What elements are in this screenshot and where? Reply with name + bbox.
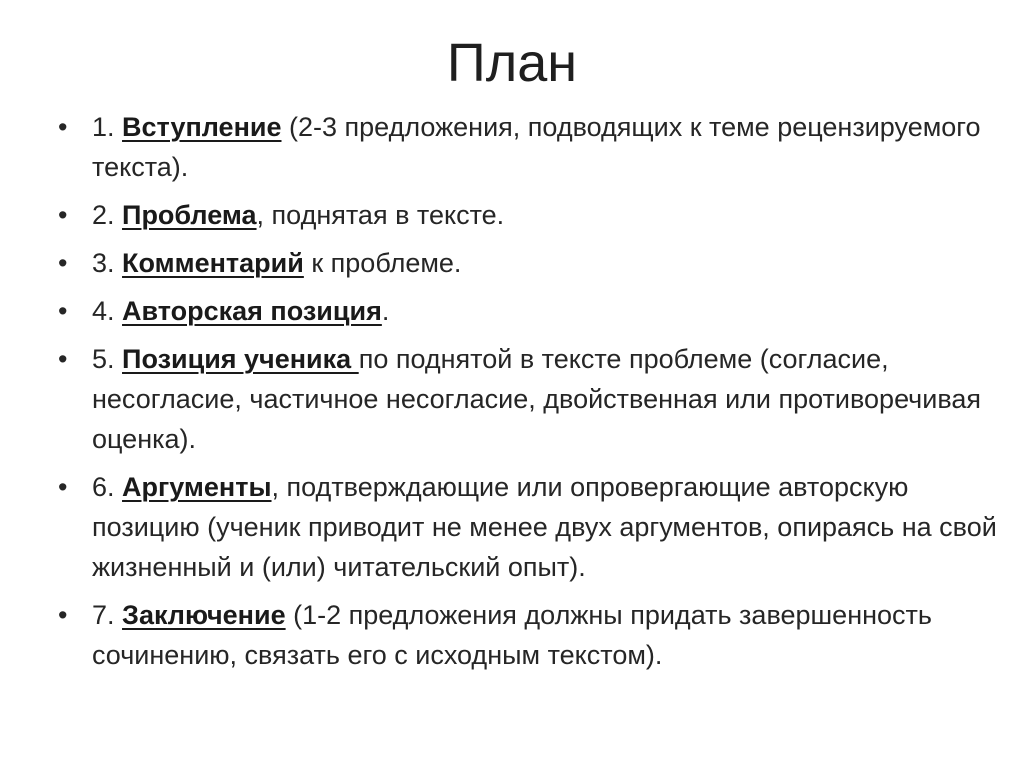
bullet-icon: •	[58, 344, 68, 374]
item-text: (2-3 предложения, подводящих к теме рецензируемого текста).	[92, 112, 981, 182]
list-item	[58, 467, 998, 587]
item-number: 6.	[92, 472, 123, 502]
item-text: , подтверждающие или опровергающие авторскую позицию (ученик приводит не менее двух аргументов, опираясь на свой жизненный и (или) читательский опыт).	[92, 472, 997, 582]
bullet-icon: •	[58, 200, 68, 230]
item-number: 4.	[92, 296, 123, 326]
plan-list	[58, 107, 998, 683]
item-term: Проблема	[122, 200, 257, 230]
bullet-icon: •	[58, 600, 68, 630]
item-number: 5.	[92, 344, 123, 374]
bullet-icon: •	[58, 112, 68, 142]
item-text: к проблеме.	[303, 248, 462, 278]
list-item	[58, 107, 998, 187]
list-item	[58, 243, 998, 283]
bullet-icon: •	[58, 248, 68, 278]
item-text: (1-2 предложения должны придать завершенность сочинению, связать его с исходным текстом).	[92, 600, 932, 670]
item-number: 1.	[92, 112, 123, 142]
slide-title: План	[446, 33, 578, 93]
item-number: 3.	[92, 248, 123, 278]
item-term: Комментарий	[122, 248, 304, 278]
item-term: Вступление	[122, 112, 282, 142]
list-item	[58, 339, 998, 459]
list-item	[58, 291, 998, 331]
item-text: , поднятая в тексте.	[256, 200, 505, 230]
item-text: по поднятой в тексте проблеме (согласие, несогласие, частичное несогласие, двойственная или противоречивая оценка).	[92, 344, 982, 454]
item-term: Заключение	[122, 600, 286, 630]
list-item	[58, 595, 998, 675]
item-text: .	[381, 296, 390, 326]
bullet-icon: •	[58, 472, 68, 502]
item-term: Аргументы	[122, 472, 272, 502]
bullet-icon: •	[58, 296, 68, 326]
item-term: Авторская позиция	[122, 296, 382, 326]
list-item	[58, 195, 998, 235]
item-number: 7.	[92, 600, 123, 630]
item-number: 2.	[92, 200, 123, 230]
item-term: Позиция ученика	[122, 344, 359, 374]
